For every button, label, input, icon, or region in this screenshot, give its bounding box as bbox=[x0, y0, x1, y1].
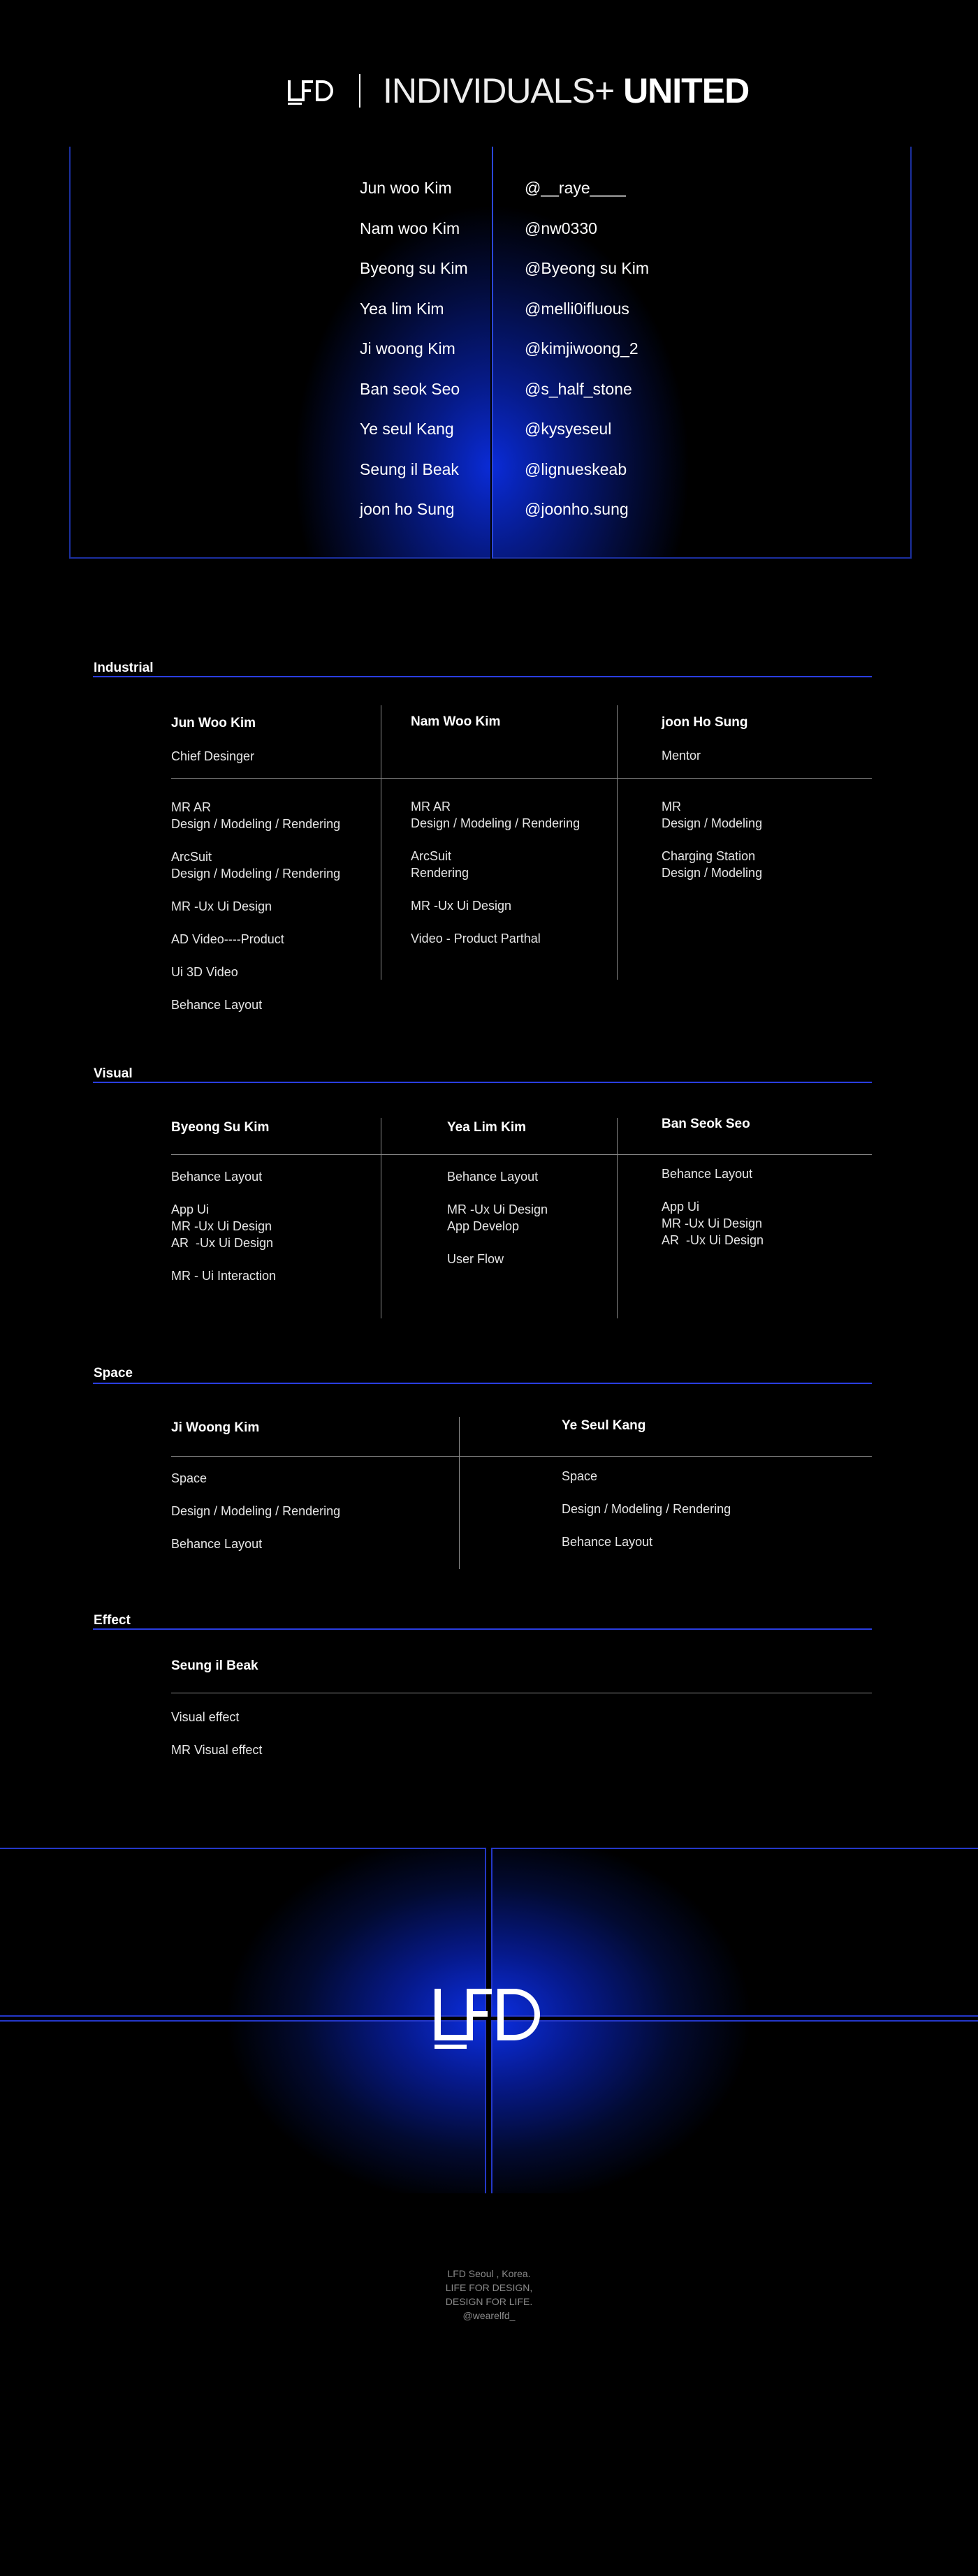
item: MR Visual effect bbox=[171, 1743, 263, 1757]
member-items bbox=[662, 1165, 764, 1265]
footer-panel bbox=[0, 1848, 486, 2017]
team-handle: @s_half_stone bbox=[525, 379, 632, 398]
brand-header bbox=[286, 70, 749, 112]
section-title-space: Space bbox=[94, 1366, 133, 1381]
item: Visual effect bbox=[171, 1710, 240, 1724]
lfd-logo-large-icon bbox=[435, 1983, 546, 2053]
item: MR AR Design / Modeling / Rendering bbox=[171, 800, 341, 831]
item: Space bbox=[171, 1471, 207, 1485]
item: Ui 3D Video bbox=[171, 965, 238, 979]
divider bbox=[171, 778, 872, 779]
item: AD Video----Product bbox=[171, 932, 284, 946]
team-handle: @melli0ifluous bbox=[525, 299, 629, 318]
member-name: joon Ho Sung bbox=[662, 715, 748, 730]
member-name: Yea Lim Kim bbox=[447, 1120, 526, 1135]
divider bbox=[171, 1456, 872, 1457]
item: MR Design / Modeling bbox=[662, 800, 763, 830]
member-items bbox=[171, 1709, 262, 1774]
section-title-industrial: Industrial bbox=[94, 661, 154, 675]
team-handle: @Byeong su Kim bbox=[525, 259, 650, 277]
team-name: Ji woong Kim bbox=[360, 339, 455, 358]
member-items bbox=[562, 1468, 731, 1566]
member-name: Byeong Su Kim bbox=[171, 1120, 270, 1135]
team-handle: @lignueskeab bbox=[525, 459, 627, 478]
section-rule bbox=[93, 1082, 872, 1083]
item: Behance Layout bbox=[447, 1170, 539, 1184]
team-name: Byeong su Kim bbox=[360, 259, 468, 277]
item: ArcSuit Rendering bbox=[411, 849, 469, 880]
team-handle: @joonho.sung bbox=[525, 500, 629, 518]
section-title-visual: Visual bbox=[94, 1066, 133, 1081]
item: Space bbox=[562, 1469, 598, 1483]
item: Behance Layout bbox=[562, 1535, 653, 1549]
item: MR AR Design / Modeling / Rendering bbox=[411, 800, 581, 830]
footer-line: @wearelfd_ bbox=[462, 2310, 516, 2321]
header-divider bbox=[359, 74, 360, 108]
section-title-effect: Effect bbox=[94, 1613, 131, 1628]
item: MR -Ux Ui Design bbox=[171, 899, 272, 913]
member-name: Ban Seok Seo bbox=[662, 1117, 750, 1131]
member-items bbox=[411, 798, 580, 963]
member-name: Jun Woo Kim bbox=[171, 716, 256, 730]
item: ArcSuit Design / Modeling / Rendering bbox=[171, 850, 341, 881]
section-rule bbox=[93, 1628, 872, 1630]
column-divider bbox=[459, 1417, 460, 1569]
item: Video - Product Parthal bbox=[411, 932, 541, 945]
team-handle: @kysyeseul bbox=[525, 420, 612, 438]
section-rule bbox=[93, 1383, 872, 1384]
item: Behance Layout bbox=[662, 1167, 753, 1181]
item: Behance Layout bbox=[171, 998, 263, 1012]
team-name: Jun woo Kim bbox=[360, 179, 452, 197]
member-items bbox=[171, 1168, 276, 1300]
footer-line: LFD Seoul , Korea. bbox=[447, 2268, 531, 2279]
team-handles-list bbox=[525, 179, 649, 540]
item: Charging Station Design / Modeling bbox=[662, 849, 763, 880]
team-name: Yea lim Kim bbox=[360, 299, 444, 318]
item: Behance Layout bbox=[171, 1537, 263, 1551]
item: MR -Ux Ui Design App Develop bbox=[447, 1202, 548, 1233]
member-name: Seung il Beak bbox=[171, 1658, 258, 1673]
column-divider bbox=[617, 705, 618, 980]
item: Design / Modeling / Rendering bbox=[171, 1504, 341, 1518]
tagline-united: UNITED bbox=[623, 71, 750, 110]
member-items bbox=[171, 1470, 340, 1568]
item: App Ui MR -Ux Ui Design AR -Ux Ui Design bbox=[171, 1202, 274, 1250]
item: Behance Layout bbox=[171, 1170, 263, 1184]
footer-panel bbox=[491, 2020, 978, 2193]
footer-text bbox=[419, 2267, 559, 2323]
item: MR -Ux Ui Design bbox=[411, 899, 512, 913]
footer-panel bbox=[0, 2020, 486, 2193]
member-name: Ye Seul Kang bbox=[562, 1418, 646, 1433]
member-items bbox=[662, 798, 762, 897]
member-items bbox=[171, 799, 340, 1029]
item: User Flow bbox=[447, 1252, 504, 1266]
item: App Ui MR -Ux Ui Design AR -Ux Ui Design bbox=[662, 1200, 764, 1247]
member-role: Chief Desinger bbox=[171, 749, 255, 763]
member-items bbox=[447, 1168, 548, 1283]
team-handle: @nw0330 bbox=[525, 219, 597, 237]
team-name: Seung il Beak bbox=[360, 459, 459, 478]
team-handle: @__raye____ bbox=[525, 179, 626, 197]
tagline bbox=[383, 71, 749, 111]
team-names-list bbox=[360, 179, 468, 540]
footer-line: DESIGN FOR LIFE. bbox=[445, 2296, 533, 2307]
team-name: Ban seok Seo bbox=[360, 379, 460, 398]
tagline-individuals: INDIVIDUALS+ bbox=[383, 71, 615, 110]
column-divider bbox=[617, 1118, 618, 1318]
footer-line: LIFE FOR DESIGN, bbox=[445, 2282, 533, 2293]
lfd-logo-icon bbox=[286, 76, 335, 105]
section-rule bbox=[93, 676, 872, 677]
member-role: Mentor bbox=[662, 749, 701, 763]
team-name: Nam woo Kim bbox=[360, 219, 460, 237]
member-name: Ji Woong Kim bbox=[171, 1420, 260, 1435]
item: Design / Modeling / Rendering bbox=[562, 1502, 731, 1516]
item: MR - Ui Interaction bbox=[171, 1269, 277, 1283]
divider bbox=[171, 1154, 872, 1155]
footer-panel bbox=[491, 1848, 978, 2017]
team-name: joon ho Sung bbox=[360, 500, 455, 518]
team-handle: @kimjiwoong_2 bbox=[525, 339, 638, 358]
member-name: Nam Woo Kim bbox=[411, 714, 501, 729]
team-name: Ye seul Kang bbox=[360, 420, 454, 438]
